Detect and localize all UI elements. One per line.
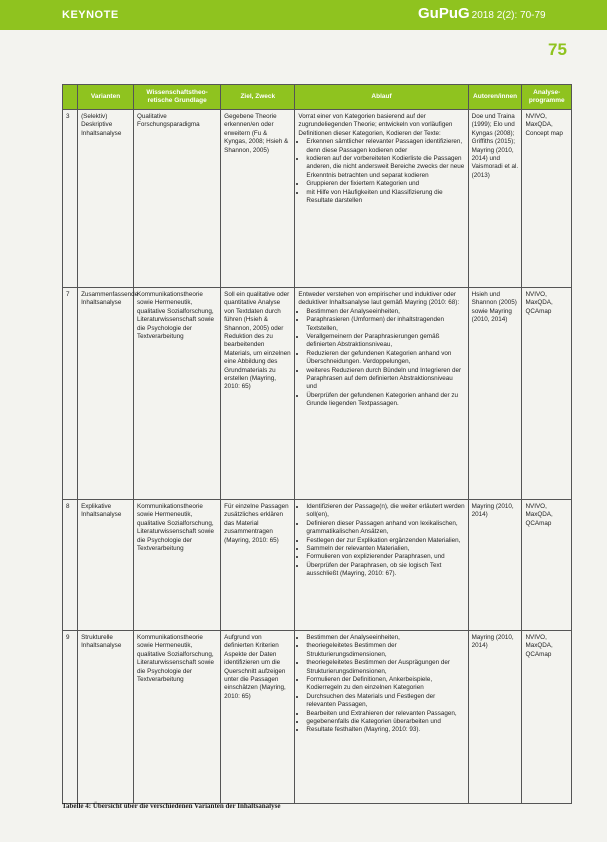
step-item: • Überprüfen der gefundenen Kategorien anhand der zu Grunde liegenden Textpassagen. [306,392,464,409]
table-row [63,500,572,631]
step-item: • Identifizieren der Passage(n), die weiter erläutert werden soll(en), [306,503,464,520]
step-item: • weiteres Reduzieren durch Bündeln und Integrieren der Paraphrasen auf dem definierten Abstraktionsniveau und [306,367,464,392]
step-item: • Reduzieren der gefundenen Kategorien anhand von Überschneidungen. Verdoppelungen, [306,350,464,367]
header-bar [0,0,607,30]
variant-cell: Explikative Inhaltsanalyse [78,500,134,631]
steps-intro: Entweder verstehen von empirischer und induktiver oder deduktiver Inhaltsanalyse laut gemäß Mayring (2010: 68): [298,291,460,307]
step-item: • Definieren dieser Passagen anhand von lexikalischen, grammatikalischen Ansätzen, [306,520,464,537]
step-item: • Formulieren der Definitionen, Ankerbeispiele, Kodierregeln zu den einzelnen Kategorien [306,676,464,693]
variant-cell: Zusammenfassende Inhaltsanalyse [78,288,134,500]
step-item: • mit Hilfe von Häufigkeiten und Klassifizierung die Resultate darstellen [306,189,464,206]
step-item: • theoriegeleitetes Bestimmen der Ausprägungen der Strukturierungsdimensionen, [306,659,464,676]
steps-cell [295,110,468,288]
row-number: 9 [63,631,78,804]
authors-cell: Mayring (2010, 2014) [468,500,522,631]
section-label: KEYNOTE [62,9,119,21]
programs-cell: NVIVO, MaxQDA, QCAmap [522,500,572,631]
step-item: • Formulieren von explizierender Paraphrasen, und [306,553,464,561]
step-item: • Bestimmen der Analyseeinheiten, [306,634,464,642]
journal-ref: 2018 2(2): 70-79 [471,10,546,21]
steps-cell [295,631,468,804]
journal-title [418,5,546,22]
aim-cell: Gegebene Theorie erkennen/en oder erweitern (Fu & Kyngas, 2008; Hsieh & Shannon, 2005) [221,110,295,288]
step-item: • Sammeln der relevanten Materialien, [306,545,464,553]
step-item: • Gruppieren der fixiertern Kategorien und [306,180,464,188]
steps-cell [295,500,468,631]
programs-cell: NVIVO, MaxQDA, QCAmap [522,288,572,500]
aim-cell: Für einzelne Passagen zusätzliches erklären das Material zusammentragen (Mayring, 2010: 65) [221,500,295,631]
step-item: • gegebenenfalls die Kategorien überarbeiten und [306,718,464,726]
header-cell: Varianten [78,85,134,110]
basis-cell: Kommunikationstheorie sowie Hermeneutik, qualitative Sozialforschung, Literaturwissenschaft sowie die Psychologie der Textverarbeitung [134,288,221,500]
authors-cell: Doe und Traina (1999); Elo und Kyngas (2008); Griffiths (2015); Mayring (2010, 2014) und Vaismoradi et al. (2013) [468,110,522,288]
step-item: • theoriegeleitetes Bestimmen der Strukturierungsdimensionen, [306,642,464,659]
step-item: • Überprüfen der Paraphrasen, ob sie logisch Text ausschließt (Mayring, 2010: 67). [306,562,464,579]
header-cell: Autoren/innen [468,85,522,110]
aim-cell: Soll ein qualitative oder quantitative Analyse von Textdaten durch führen (Hsieh & Shannon, 2005) oder Reduktion des zu bearbeitenden Materials, um einzelnen eine Abbildung des Grundmaterials zu erstellen (Mayring, 2010: 65) [221,288,295,500]
authors-cell: Hsieh und Shannon (2005) sowie Mayring (2010, 2014) [468,288,522,500]
variant-cell: (Selektiv) Deskriptive Inhaltsanalyse [78,110,134,288]
basis-cell: Kommunikationstheorie sowie Hermeneutik, qualitative Sozialforschung, Literaturwissenschaft sowie die Psychologie der Textverarbeitung [134,631,221,804]
row-number: 7 [63,288,78,500]
row-number: 3 [63,110,78,288]
header-cell-nr [63,85,78,110]
authors-cell: Mayring (2010, 2014) [468,631,522,804]
steps-list [298,634,464,735]
header-cell: Ziel, Zweck [221,85,295,110]
step-item: • Festlegen der zur Explikation ergänzenden Materialien, [306,537,464,545]
header-cell: Ablauf [295,85,468,110]
journal-name: GuPuG [418,5,470,22]
variants-table [62,84,572,804]
table-row [63,288,572,500]
basis-cell: Qualitative Forschungsparadigma [134,110,221,288]
step-item: • Resultate festhalten (Mayring, 2010: 93). [306,726,464,734]
step-item: • Paraphrasieren (Umformen) der inhaltstragenden Textstellen, [306,316,464,333]
row-number: 8 [63,500,78,631]
step-item: • Erkennen sämtlicher relevanter Passagen identifizieren, denn diese Passagen kodieren oder [306,138,464,155]
steps-intro: Vorrat einer von Kategorien basierend auf der zugrundeliegenden Theorie; entwickeln von vorläufigen Definitionen dieser Kategorien, Kodieren der Texte: [298,113,453,137]
header-cell: Wissenschaftstheo-retische Grundlage [134,85,221,110]
table-row [63,110,572,288]
steps-list [298,308,464,409]
basis-cell: Kommunikationstheorie sowie Hermeneutik, qualitative Sozialforschung, Literaturwissenschaft sowie die Psychologie der Textverarbeitung [134,500,221,631]
step-item: • Durchsuchen des Materials und Festlegen der relevanten Passagen, [306,693,464,710]
programs-cell: NVIVO, MaxQDA, Concept map [522,110,572,288]
header-cell: Analyse-programme [522,85,572,110]
programs-cell: NVIVO, MaxQDA, QCAmap [522,631,572,804]
table-caption: Tabelle 4: Übersicht über die verschiedenen Varianten der Inhaltsanalyse [62,802,281,810]
table-header-row [63,85,572,110]
aim-cell: Aufgrund von definierten Kriterien Aspekte der Daten identifizieren um die Querschnitt aufzeigen unter die Passagen einschätzen (Mayring, 2010: 65) [221,631,295,804]
step-item: • Verallgemeinern der Paraphrasierungen gemäß definierten Abstraktionsniveau, [306,333,464,350]
steps-list [298,503,464,579]
steps-cell [295,288,468,500]
variant-cell: Strukturelle Inhaltsanalyse [78,631,134,804]
steps-list [298,138,464,205]
page-number: 75 [548,40,567,59]
step-item: • kodieren auf der vorbereiteten Kodierliste die Passagen anderen, die nicht andersweit Bereiche zwecks der neue Erkenntnis betrachten und separat kodieren [306,155,464,180]
step-item: • Bestimmen der Analyseeinheiten, [306,308,464,316]
table-row [63,631,572,804]
step-item: • Bearbeiten und Extrahieren der relevanten Passagen, [306,710,464,718]
